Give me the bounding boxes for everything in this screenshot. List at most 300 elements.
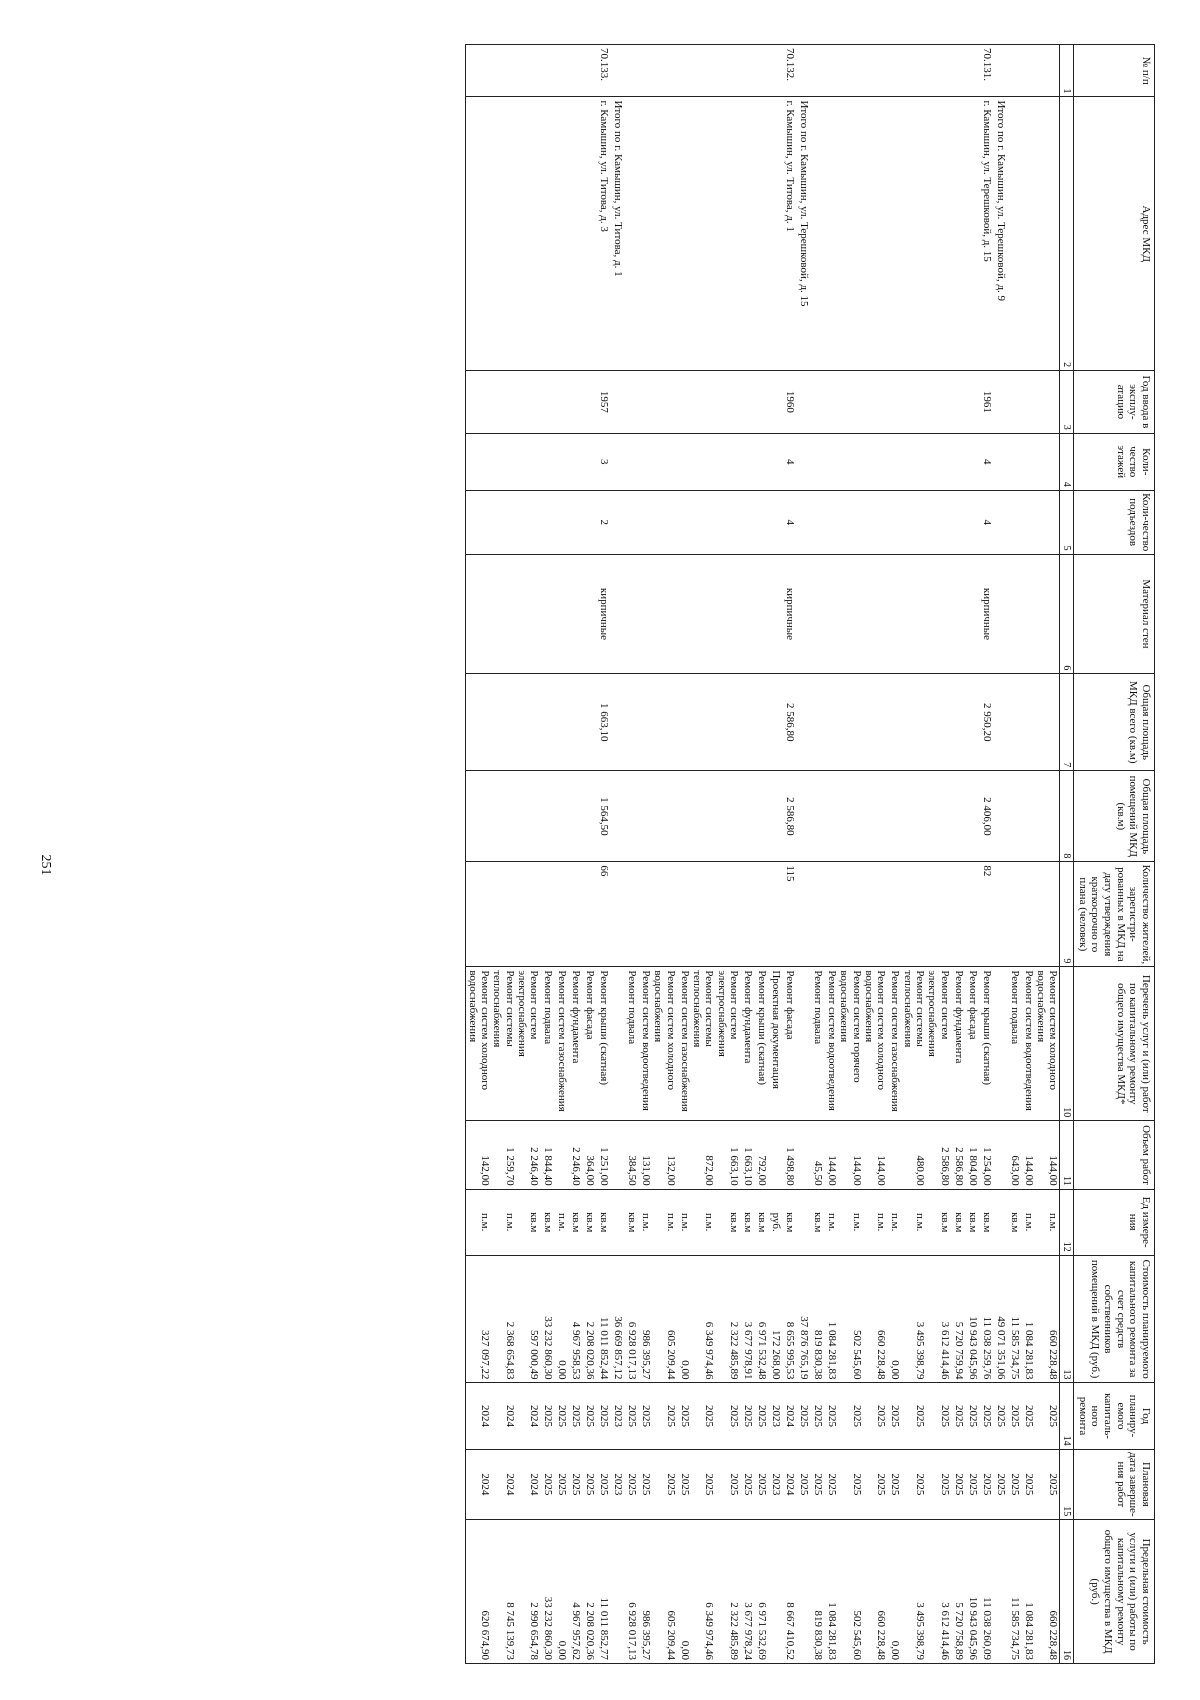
work-type-cell: Ремонт систем электроснабжения (516, 967, 541, 1121)
wall-material-cell (768, 554, 782, 674)
work-type-cell: Ремонт систем газоснабжения (554, 967, 568, 1121)
work-type-cell: Ремонт крыши (скатная) (754, 967, 768, 1121)
total-area-cell (715, 674, 740, 771)
premises-area-cell (1021, 771, 1035, 862)
residents-cell (993, 862, 1007, 967)
max-cost-cell: 33 232 860,30 (540, 1520, 554, 1664)
row-number-cell (838, 45, 863, 97)
total-area-cell (624, 674, 638, 771)
unit-cell: кв.м (754, 1189, 768, 1255)
unit-cell: п.м. (491, 1189, 516, 1255)
address-cell (568, 97, 582, 371)
floors-cell (768, 433, 782, 490)
table-row (810, 45, 824, 1664)
column-header: Общая площадь МКД всего (кв.м) (1074, 674, 1155, 771)
planned-cost-cell: 10 943 045,96 (965, 1255, 979, 1383)
address-cell (863, 97, 888, 371)
row-number-cell (768, 45, 782, 97)
repair-plan-table (465, 44, 1155, 1664)
planned-cost-cell: 11 038 259,76 (979, 1255, 993, 1383)
unit-cell: п.м. (638, 1189, 652, 1255)
floors-cell (863, 433, 888, 490)
entrances-cell (1035, 490, 1060, 554)
completion-date-cell: 2025 (540, 1449, 554, 1520)
commission-year-cell (677, 371, 691, 434)
wall-material-cell (740, 554, 754, 674)
max-cost-cell: 6 349 974,46 (691, 1520, 716, 1664)
repair-year-cell: 2025 (677, 1383, 691, 1449)
floors-cell (796, 433, 810, 490)
column-header: Адрес МКД (1074, 97, 1155, 371)
commission-year-cell (887, 371, 901, 434)
residents-cell (824, 862, 838, 967)
wall-material-cell (568, 554, 582, 674)
work-volume-cell: 1 254,00 (979, 1121, 993, 1189)
repair-year-cell: 2023 (610, 1383, 624, 1449)
entrances-cell (677, 490, 691, 554)
commission-year-cell (610, 371, 624, 434)
residents-cell (638, 862, 652, 967)
repair-year-cell: 2025 (540, 1383, 554, 1449)
floors-cell (810, 433, 824, 490)
entrances-cell (491, 490, 516, 554)
commission-year-cell (740, 371, 754, 434)
work-type-cell: Ремонт фундамента (568, 967, 582, 1121)
floors-cell (838, 433, 863, 490)
address-cell (652, 97, 677, 371)
floors-cell (887, 433, 901, 490)
floors-cell (491, 433, 516, 490)
completion-date-cell: 2025 (863, 1449, 888, 1520)
max-cost-cell: 6 928 017,13 (624, 1520, 638, 1664)
column-number: 9 (1060, 862, 1074, 967)
completion-date-cell: 2025 (810, 1449, 824, 1520)
repair-year-cell: 2025 (810, 1383, 824, 1449)
completion-date-cell: 2023 (768, 1449, 782, 1520)
completion-date-cell: 2025 (691, 1449, 716, 1520)
completion-date-cell: 2025 (554, 1449, 568, 1520)
address-cell (554, 97, 568, 371)
planned-cost-cell: 4 967 958,53 (568, 1255, 582, 1383)
row-number-cell (1035, 45, 1060, 97)
entrances-cell (768, 490, 782, 554)
premises-area-cell (965, 771, 979, 862)
work-type-cell: Ремонт систем электроснабжения (926, 967, 951, 1121)
total-area-cell (887, 674, 901, 771)
wall-material-cell (863, 554, 888, 674)
commission-year-cell (582, 371, 596, 434)
column-header: Общая площадь помещений МКД (кв.м) (1074, 771, 1155, 862)
repair-year-cell: 2025 (624, 1383, 638, 1449)
address-cell (516, 97, 541, 371)
repair-year-cell: 2025 (901, 1383, 926, 1449)
total-area-cell (582, 674, 596, 771)
address-cell (691, 97, 716, 371)
table-row (554, 45, 568, 1664)
floors-cell (677, 433, 691, 490)
max-cost-cell: 11 585 734,75 (1007, 1520, 1021, 1664)
work-type-cell: Ремонт систем водоотведения (1021, 967, 1035, 1121)
wall-material-cell (638, 554, 652, 674)
entrances-cell (638, 490, 652, 554)
total-area-cell (740, 674, 754, 771)
row-number-cell (540, 45, 554, 97)
commission-year-cell (1021, 371, 1035, 434)
premises-area-cell (901, 771, 926, 862)
commission-year-cell (466, 371, 491, 434)
commission-year-cell (624, 371, 638, 434)
table-row (979, 45, 993, 1664)
floors-cell (516, 433, 541, 490)
work-type-cell: Ремонт системы теплоснабжения (491, 967, 516, 1121)
planned-cost-cell: 986 395,27 (638, 1255, 652, 1383)
unit-cell: п.м. (838, 1189, 863, 1255)
work-volume-cell: 1 804,00 (965, 1121, 979, 1189)
wall-material-cell (677, 554, 691, 674)
work-volume-cell (677, 1121, 691, 1189)
table-row (491, 45, 516, 1664)
column-number: 3 (1060, 371, 1074, 434)
table-row (568, 45, 582, 1664)
wall-material-cell (810, 554, 824, 674)
commission-year-cell (965, 371, 979, 434)
wall-material-cell (652, 554, 677, 674)
completion-date-cell: 2025 (582, 1449, 596, 1520)
wall-material-cell (582, 554, 596, 674)
floors-cell (554, 433, 568, 490)
unit-cell: п.м. (691, 1189, 716, 1255)
work-type-cell (796, 967, 810, 1121)
total-area-cell (691, 674, 716, 771)
completion-date-cell: 2025 (926, 1449, 951, 1520)
residents-cell (491, 862, 516, 967)
premises-area-cell (491, 771, 516, 862)
work-volume-cell: 792,00 (754, 1121, 768, 1189)
repair-year-cell: 2024 (466, 1383, 491, 1449)
work-volume-cell: 132,00 (652, 1121, 677, 1189)
commission-year-cell (1007, 371, 1021, 434)
premises-area-cell (768, 771, 782, 862)
max-cost-cell: 0,00 (677, 1520, 691, 1664)
work-type-cell: Ремонт подвала (810, 967, 824, 1121)
column-header: Год планиру-емого капиталь-ного ремонта (1074, 1383, 1155, 1449)
commission-year-cell (993, 371, 1007, 434)
unit-cell: п.м. (1035, 1189, 1060, 1255)
max-cost-cell: 8 667 410,52 (782, 1520, 796, 1664)
column-number: 15 (1060, 1449, 1074, 1520)
entrances-cell (516, 490, 541, 554)
total-area-cell: 2 950,20 (979, 674, 993, 771)
planned-cost-cell: 6 928 017,13 (624, 1255, 638, 1383)
address-cell (715, 97, 740, 371)
table-row (824, 45, 838, 1664)
completion-date-cell: 2025 (796, 1449, 810, 1520)
work-volume-cell: 1 663,10 (740, 1121, 754, 1189)
table-row (901, 45, 926, 1664)
residents-cell (582, 862, 596, 967)
work-type-cell: Проектная документация (768, 967, 782, 1121)
work-type-cell: Ремонт крыши (скатная) (979, 967, 993, 1121)
work-volume-cell: 142,00 (466, 1121, 491, 1189)
floors-cell (951, 433, 965, 490)
wall-material-cell (901, 554, 926, 674)
premises-area-cell (677, 771, 691, 862)
work-type-cell: Ремонт систем холодного водоснабжения (652, 967, 677, 1121)
residents-cell (516, 862, 541, 967)
unit-cell: кв.м (582, 1189, 596, 1255)
table-row (582, 45, 596, 1664)
unit-cell (993, 1189, 1007, 1255)
column-number: 11 (1060, 1121, 1074, 1189)
address-cell (926, 97, 951, 371)
column-number: 14 (1060, 1383, 1074, 1449)
completion-date-cell: 2025 (951, 1449, 965, 1520)
address-cell (466, 97, 491, 371)
entrances-cell (715, 490, 740, 554)
work-type-cell: Ремонт фасада (782, 967, 796, 1121)
total-area-cell (1021, 674, 1035, 771)
total-area-cell (610, 674, 624, 771)
planned-cost-cell: 37 876 765,19 (796, 1255, 810, 1383)
max-cost-cell: 3 677 978,24 (740, 1520, 754, 1664)
work-volume-cell: 144,00 (1021, 1121, 1035, 1189)
wall-material-cell (540, 554, 554, 674)
unit-cell: кв.м (715, 1189, 740, 1255)
address-cell (582, 97, 596, 371)
address-cell (740, 97, 754, 371)
max-cost-cell: 5 720 758,89 (951, 1520, 965, 1664)
completion-date-cell: 2024 (516, 1449, 541, 1520)
column-header: Предельная стоимость услуги и (или) работы по капитальному ремонту общего имущества в МКД (руб.) (1074, 1520, 1155, 1664)
max-cost-cell (768, 1520, 782, 1664)
row-number-cell (466, 45, 491, 97)
column-number: 12 (1060, 1189, 1074, 1255)
commission-year-cell (796, 371, 810, 434)
address-cell (887, 97, 901, 371)
floors-cell (715, 433, 740, 490)
floors-cell (610, 433, 624, 490)
total-area-cell (677, 674, 691, 771)
total-area-cell: 2 586,80 (782, 674, 796, 771)
commission-year-cell (491, 371, 516, 434)
commission-year-cell: 1961 (979, 371, 993, 434)
repair-year-cell: 2024 (491, 1383, 516, 1449)
max-cost-cell: 0,00 (887, 1520, 901, 1664)
unit-cell: п.м. (887, 1189, 901, 1255)
total-area-cell (638, 674, 652, 771)
planned-cost-cell: 0,00 (677, 1255, 691, 1383)
floors-cell (824, 433, 838, 490)
column-header: Коли-чество подъездов (1074, 490, 1155, 554)
total-area-cell (901, 674, 926, 771)
completion-date-cell: 2025 (979, 1449, 993, 1520)
total-area-cell (926, 674, 951, 771)
wall-material-cell (887, 554, 901, 674)
total-row (796, 45, 810, 1664)
entrances-cell (926, 490, 951, 554)
work-volume-cell: 1 844,40 (540, 1121, 554, 1189)
work-type-cell: Ремонт фундамента (740, 967, 754, 1121)
residents-cell (863, 862, 888, 967)
planned-cost-cell: 660 228,48 (1035, 1255, 1060, 1383)
completion-date-cell: 2025 (677, 1449, 691, 1520)
completion-date-cell: 2024 (491, 1449, 516, 1520)
premises-area-cell (691, 771, 716, 862)
total-area-cell (554, 674, 568, 771)
column-number: 8 (1060, 771, 1074, 862)
work-type-cell: Ремонт крыши (скатная) (596, 967, 610, 1121)
premises-area-cell (1035, 771, 1060, 862)
floors-cell (965, 433, 979, 490)
planned-cost-cell: 0,00 (554, 1255, 568, 1383)
unit-cell: кв.м (810, 1189, 824, 1255)
row-number-cell (1021, 45, 1035, 97)
total-area-cell (965, 674, 979, 771)
work-type-cell (993, 967, 1007, 1121)
premises-area-cell (951, 771, 965, 862)
total-area-cell (993, 674, 1007, 771)
planned-cost-cell: 660 228,48 (863, 1255, 888, 1383)
row-number-cell (624, 45, 638, 97)
commission-year-cell (768, 371, 782, 434)
repair-year-cell: 2025 (993, 1383, 1007, 1449)
premises-area-cell (838, 771, 863, 862)
total-row (993, 45, 1007, 1664)
work-volume-cell (993, 1121, 1007, 1189)
max-cost-cell: 2 322 485,89 (715, 1520, 740, 1664)
table-row (466, 45, 491, 1664)
row-number-cell (926, 45, 951, 97)
work-volume-cell: 144,00 (824, 1121, 838, 1189)
repair-year-cell: 2025 (596, 1383, 610, 1449)
residents-cell (624, 862, 638, 967)
completion-date-cell: 2025 (638, 1449, 652, 1520)
max-cost-cell (796, 1520, 810, 1664)
address-cell (638, 97, 652, 371)
total-area-cell (1007, 674, 1021, 771)
unit-cell: кв.м (624, 1189, 638, 1255)
floors-cell (540, 433, 554, 490)
max-cost-cell: 4 967 957,62 (568, 1520, 582, 1664)
premises-area-cell: 2 406,00 (979, 771, 993, 862)
max-cost-cell: 3 612 414,46 (926, 1520, 951, 1664)
max-cost-cell: 620 674,90 (466, 1520, 491, 1664)
work-volume-cell (887, 1121, 901, 1189)
work-volume-cell: 144,00 (863, 1121, 888, 1189)
total-area-cell (810, 674, 824, 771)
residents-cell (540, 862, 554, 967)
entrances-cell (838, 490, 863, 554)
completion-date-cell: 2025 (1035, 1449, 1060, 1520)
unit-cell: п.м. (652, 1189, 677, 1255)
entrances-cell (652, 490, 677, 554)
row-number-cell: 70.131. (979, 45, 993, 97)
column-header: Объем работ (1074, 1121, 1155, 1189)
entrances-cell (466, 490, 491, 554)
entrances-cell (1007, 490, 1021, 554)
column-number: 7 (1060, 674, 1074, 771)
row-number-cell (965, 45, 979, 97)
total-area-cell: 1 663,10 (596, 674, 610, 771)
unit-cell: п.м. (677, 1189, 691, 1255)
wall-material-cell (516, 554, 541, 674)
wall-material-cell (838, 554, 863, 674)
entrances-cell: 4 (979, 490, 993, 554)
entrances-cell (754, 490, 768, 554)
row-number-cell (754, 45, 768, 97)
total-area-cell (652, 674, 677, 771)
wall-material-cell (1035, 554, 1060, 674)
planned-cost-cell: 11 011 852,44 (596, 1255, 610, 1383)
wall-material-cell: кирпичные (596, 554, 610, 674)
commission-year-cell (652, 371, 677, 434)
repair-year-cell: 2025 (568, 1383, 582, 1449)
completion-date-cell: 2025 (715, 1449, 740, 1520)
residents-cell (810, 862, 824, 967)
unit-cell: кв.м (516, 1189, 541, 1255)
table-row (715, 45, 740, 1664)
total-area-cell (491, 674, 516, 771)
entrances-cell (610, 490, 624, 554)
premises-area-cell (796, 771, 810, 862)
max-cost-cell (993, 1520, 1007, 1664)
unit-cell: кв.м (596, 1189, 610, 1255)
work-volume-cell: 2 246,40 (568, 1121, 582, 1189)
total-area-cell (1035, 674, 1060, 771)
column-header: № п/п (1074, 45, 1155, 97)
completion-date-cell: 2024 (782, 1449, 796, 1520)
entrances-cell (624, 490, 638, 554)
work-volume-cell (796, 1121, 810, 1189)
entrances-cell (887, 490, 901, 554)
row-number-cell (677, 45, 691, 97)
planned-cost-cell: 3 495 398,79 (901, 1255, 926, 1383)
commission-year-cell (568, 371, 582, 434)
completion-date-cell: 2025 (1021, 1449, 1035, 1520)
premises-area-cell (715, 771, 740, 862)
table-row (652, 45, 677, 1664)
repair-year-cell: 2023 (768, 1383, 782, 1449)
max-cost-cell (610, 1520, 624, 1664)
table-row (740, 45, 754, 1664)
max-cost-cell: 6 971 532,69 (754, 1520, 768, 1664)
completion-date-cell: 2025 (993, 1449, 1007, 1520)
repair-year-cell: 2025 (754, 1383, 768, 1449)
max-cost-cell: 660 228,48 (1035, 1520, 1060, 1664)
entrances-cell (951, 490, 965, 554)
address-cell: Итого по г. Камышин, ул. Титова, д. 1 (610, 97, 624, 371)
unit-cell: кв.м (782, 1189, 796, 1255)
work-type-cell: Ремонт систем водоотведения (638, 967, 652, 1121)
repair-year-cell: 2025 (796, 1383, 810, 1449)
column-header: Количество жителей, зарегистри-рованных в МКД на дату утверждения краткосрочно го плана (человек) (1074, 862, 1155, 967)
work-type-cell: Ремонт систем холодного водоснабжения (1035, 967, 1060, 1121)
work-volume-cell: 1 251,00 (596, 1121, 610, 1189)
residents-cell (466, 862, 491, 967)
planned-cost-cell: 2 208 020,36 (582, 1255, 596, 1383)
total-area-cell (824, 674, 838, 771)
work-volume-cell: 1 259,70 (491, 1121, 516, 1189)
unit-cell: кв.м (568, 1189, 582, 1255)
planned-cost-cell: 3 677 978,91 (740, 1255, 754, 1383)
repair-year-cell: 2025 (554, 1383, 568, 1449)
table-row (596, 45, 610, 1664)
planned-cost-cell: 2 322 485,89 (715, 1255, 740, 1383)
floors-cell (624, 433, 638, 490)
commission-year-cell (540, 371, 554, 434)
address-cell (677, 97, 691, 371)
completion-date-cell: 2025 (887, 1449, 901, 1520)
